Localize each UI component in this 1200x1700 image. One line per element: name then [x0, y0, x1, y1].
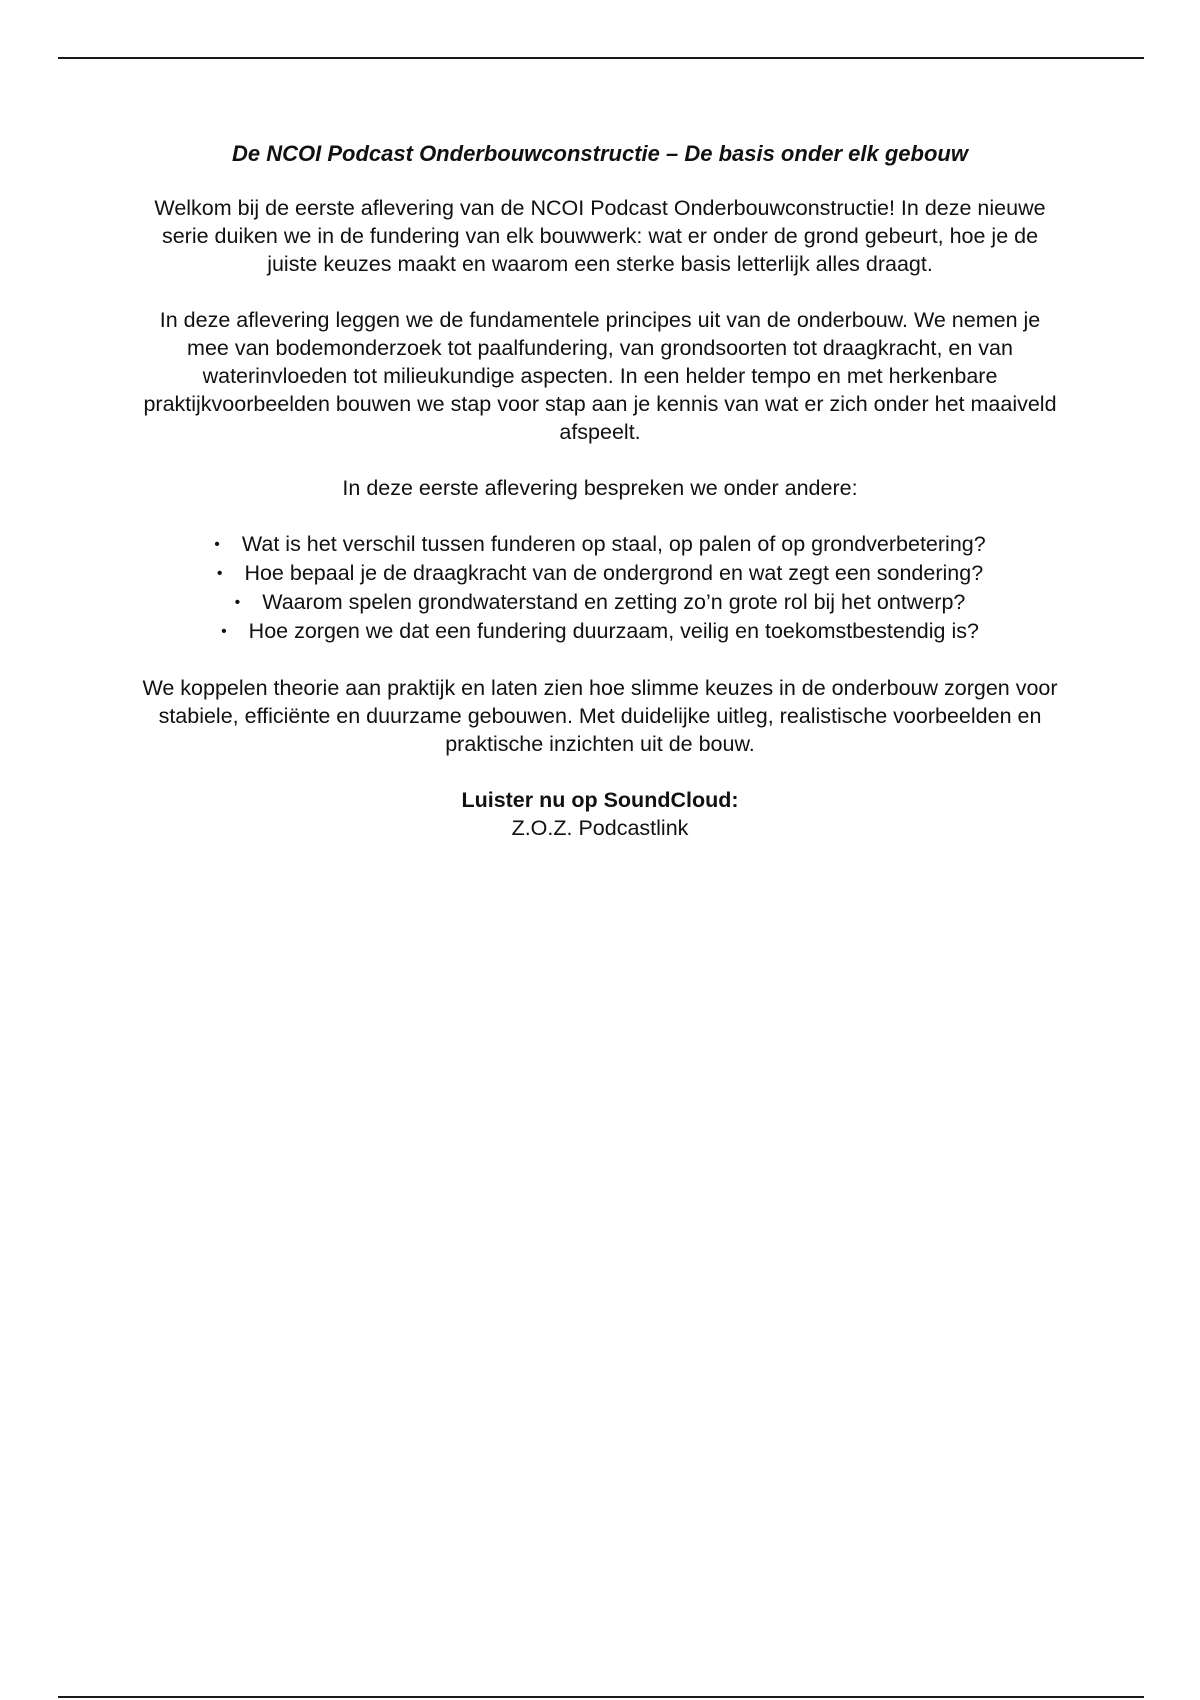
- list-item-text: Hoe bepaal je de draagkracht van de ondergrond en wat zegt een sondering?: [244, 561, 984, 585]
- list-item-text: Hoe zorgen we dat een fundering duurzaam, veilig en toekomstbestendig is?: [248, 619, 979, 643]
- list-item-text: Wat is het verschil tussen funderen op staal, op palen of op grondverbetering?: [241, 532, 986, 556]
- list-item: [140, 559, 1060, 588]
- list-item: [140, 588, 1060, 617]
- top-rule: [58, 57, 1144, 59]
- bottom-rule: [58, 1696, 1144, 1698]
- topics-intro: In deze eerste aflevering bespreken we onder andere:: [342, 476, 858, 500]
- bullet-icon: •: [234, 594, 241, 611]
- podcast-link-note: Z.O.Z. Podcastlink: [511, 816, 689, 840]
- closing-paragraph: We koppelen theorie aan praktijk en laten zien hoe slimme keuzes in de onderbouw zorgen voor stabiele, efficiënte en duurzame gebouwen. Met duidelijke uitleg, realistische voorbeelden en praktische inzichten uit de bouw.: [142, 676, 1058, 756]
- bullet-icon: •: [216, 565, 223, 582]
- document-body: [140, 140, 1060, 842]
- topics-list: [140, 530, 1060, 646]
- list-item-text: Waarom spelen grondwaterstand en zetting zo’n grote rol bij het ontwerp?: [262, 590, 966, 614]
- bullet-icon: •: [214, 536, 220, 553]
- list-item: [140, 617, 1060, 646]
- principles-paragraph: In deze aflevering leggen we de fundamentele principes uit van de onderbouw. We nemen je mee van bodemonderzoek tot paalfundering, van grondsoorten tot draagkracht, en van waterinvloeden tot milieukundige aspecten. In een helder tempo en met herkenbare praktijkvoorbeelden bouwen we stap voor stap aan je kennis van wat er zich onder het maaiveld afspeelt.: [143, 308, 1057, 444]
- document-title: De NCOI Podcast Onderbouwconstructie – De basis onder elk gebouw: [232, 141, 968, 166]
- soundcloud-label: Luister nu op SoundCloud:: [461, 788, 739, 812]
- intro-paragraph: Welkom bij de eerste aflevering van de NCOI Podcast Onderbouwconstructie! In deze nieuwe serie duiken we in de fundering van elk bouwwerk: wat er onder de grond gebeurt, hoe je de juiste keuzes maakt en waarom een sterke basis letterlijk alles draagt.: [154, 196, 1046, 276]
- list-item: [140, 530, 1060, 559]
- bullet-icon: •: [221, 623, 227, 640]
